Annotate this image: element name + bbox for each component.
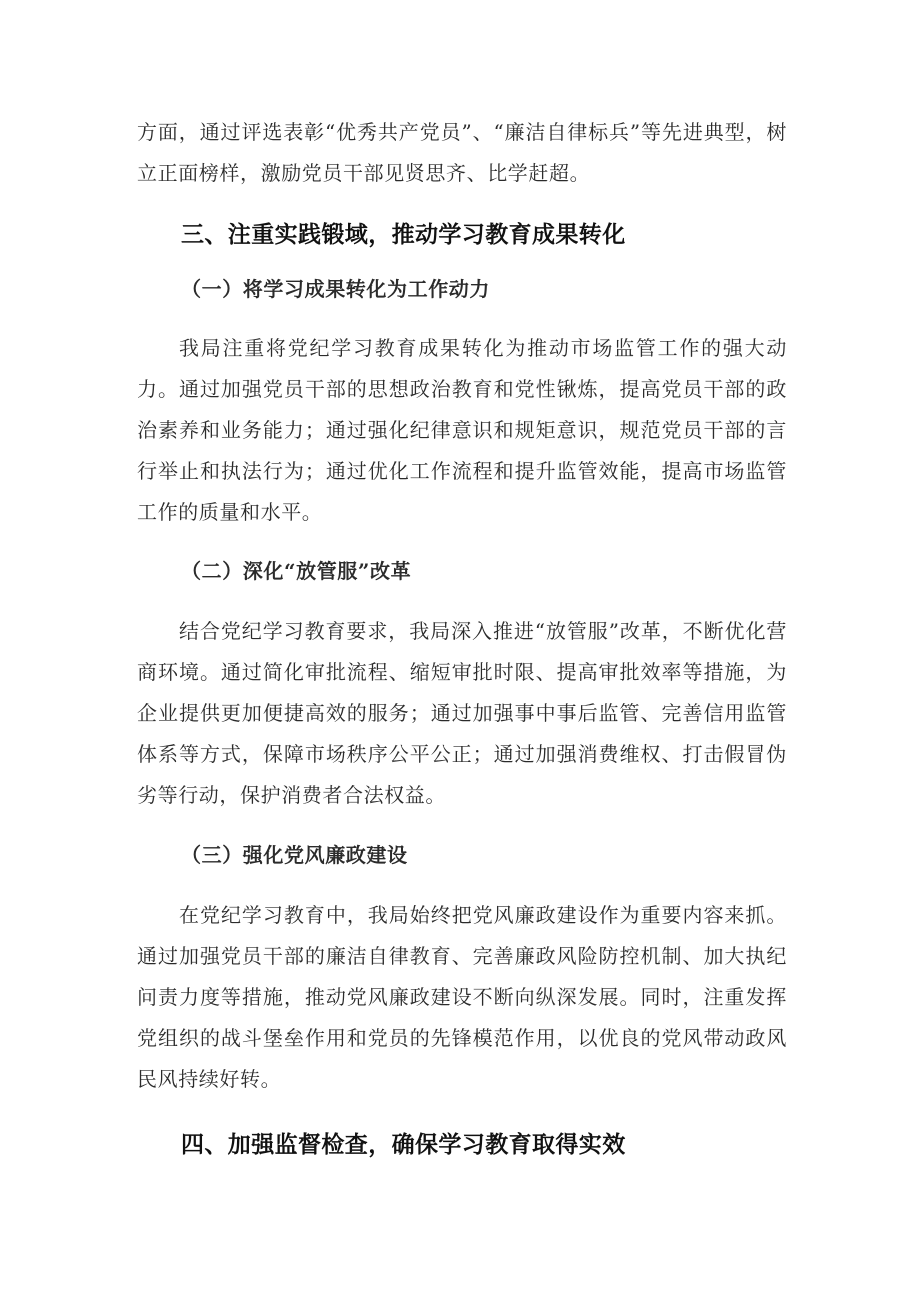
subsection-heading-1: （一）将学习成果转化为工作动力 <box>181 277 490 301</box>
body-paragraph-2: 结合党纪学习教育要求，我局深入推进“放管服”改革，不断优化营商环境。通过简化审批流程、缩短审批时限、提高审批效率等措施，为企业提供更加便捷高效的服务；通过加强事中事后监管、完善信用监管体系等方式，保障市场秩序公平公正；通过加强消费维权、打击假冒伪劣等行动，保护消费者合法权益。 <box>137 619 787 807</box>
intro-paragraph: 方面，通过评选表彰“优秀共产党员”、“廉洁自律标兵”等先进典型，树立正面榜样，激励党员干部见贤思齐、比学赶超。 <box>137 120 787 185</box>
subsection-heading-2: （二）深化“放管服”改革 <box>181 559 412 583</box>
subsection-heading-3: （三）强化党风廉政建设 <box>181 843 408 867</box>
section-heading-4: 四、加强监督检查，确保学习教育取得实效 <box>181 1132 626 1158</box>
body-paragraph-1: 我局注重将党纪学习教育成果转化为推动市场监管工作的强大动力。通过加强党员干部的思想政治教育和党性锹炼，提高党员干部的政治素养和业务能力；通过强化纪律意识和规矩意识，规范党员干部的言行举止和执法行为；通过优化工作流程和提升监管效能，提高市场监管工作的质量和水平。 <box>137 336 787 524</box>
body-paragraph-3: 在党纪学习教育中，我局始终把党风廉政建设作为重要内容来抓。通过加强党员干部的廉洁自律教育、完善廉政风险防控机制、加大执纪问责力度等措施，推动党风廉政建设不断向纵深发展。同时，注重发挥党组织的战斗堡垒作用和党员的先锋模范作用，以优良的党风带动政风民风持续好转。 <box>137 903 787 1091</box>
section-heading-3: 三、注重实践锻域，推动学习教育成果转化 <box>181 222 626 248</box>
